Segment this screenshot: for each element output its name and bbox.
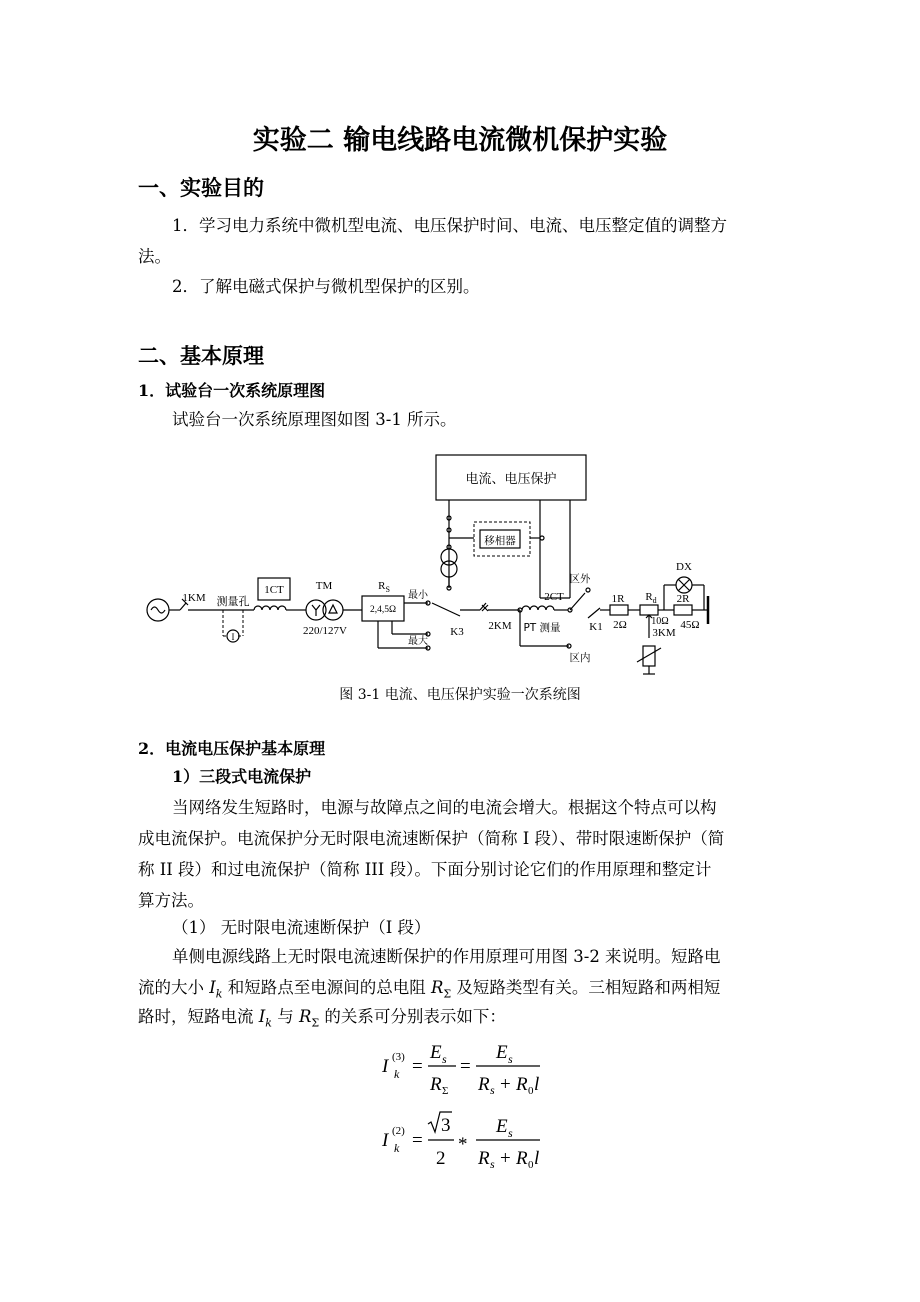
tm-rating-label: 220/127V	[303, 625, 347, 637]
ammeter-label: I	[231, 632, 235, 642]
inside-zone-label: 区内	[569, 652, 591, 664]
svg-text:+: +	[500, 1074, 511, 1095]
tm-label: TM	[315, 580, 333, 592]
para1-line-4: 算方法。	[138, 891, 204, 910]
para2-line-2: 流的大小 $I_k$ 和短路点至电源间的总电阻 $R_\Sigma$ 及短路类型有关。三相短路和两相短	[138, 978, 721, 1001]
r1-resistor	[610, 605, 628, 615]
outside-zone-label: 区外	[569, 573, 591, 585]
list-item-instant-protection: （1） 无时限电流速断保护（I 段）	[172, 918, 431, 937]
variable-resistor	[643, 646, 655, 666]
svg-text:s: s	[490, 1157, 495, 1170]
para2-line-3: 路时，短路电流 $I_k$ 与 $R_\Sigma$ 的关系可分别表示如下：	[138, 1007, 506, 1030]
subsubsection-heading: 1）三段式电流保护	[172, 767, 312, 786]
ct1-coil-icon	[254, 606, 286, 610]
svg-text:=: =	[412, 1056, 423, 1077]
svg-text:E: E	[496, 1116, 508, 1137]
svg-text:k: k	[394, 1141, 400, 1155]
svg-text:R: R	[478, 1148, 490, 1169]
rd-resistor	[640, 605, 658, 615]
subsection-heading-principle: 2．电流电压保护基本原理	[138, 739, 326, 758]
km3-label: 3KM	[652, 627, 676, 639]
para1-line-1: 当网络发生短路时，电源与故障点之间的电流会增大。根据这个特点可以构	[172, 798, 717, 817]
svg-text:E: E	[496, 1042, 508, 1063]
subsection-heading-diagram: 1．试验台一次系统原理图	[138, 381, 326, 400]
km1-label: 1KM	[182, 592, 206, 604]
svg-text:l: l	[534, 1074, 540, 1095]
svg-text:R: R	[430, 1074, 442, 1095]
measure-hole-label: 测量孔	[216, 595, 250, 608]
svg-text:R: R	[516, 1148, 528, 1169]
rd-value: 10Ω	[651, 616, 669, 627]
k3-switch-icon	[432, 603, 460, 616]
zone-switch-icon	[570, 593, 585, 610]
svg-text:s: s	[508, 1126, 513, 1140]
ct2-label: 2CT	[544, 591, 564, 603]
svg-text:+: +	[500, 1148, 511, 1169]
svg-text:*: *	[458, 1134, 468, 1155]
formula-two-phase	[378, 1108, 548, 1170]
svg-text:(3): (3)	[392, 1051, 405, 1063]
svg-text:=: =	[460, 1056, 471, 1077]
page-title: 实验二 输电线路电流微机保护实验	[252, 125, 668, 156]
protection-box-label: 电流、电压保护	[465, 472, 557, 487]
svg-text:k: k	[394, 1067, 400, 1081]
rd-label: $R_d$	[645, 591, 657, 605]
system-diagram	[140, 448, 730, 680]
svg-text:Σ: Σ	[442, 1085, 449, 1096]
svg-text:l: l	[534, 1148, 540, 1169]
svg-text:=: =	[412, 1130, 423, 1151]
ct2-coil-icon	[522, 606, 554, 610]
min-label: 最小	[408, 590, 428, 601]
r2-value: 45Ω	[680, 619, 700, 631]
formula-three-phase	[378, 1034, 548, 1096]
rs-value: 2,4,5Ω	[369, 605, 397, 615]
svg-text:2: 2	[436, 1148, 446, 1169]
ct1-label: 1CT	[264, 584, 284, 596]
max-label: 最大	[408, 636, 428, 647]
r2-label: 2R	[676, 593, 690, 605]
r1-value: 2Ω	[613, 619, 627, 631]
svg-text:0: 0	[528, 1085, 534, 1096]
r1-label: 1R	[611, 593, 625, 605]
dx-label: DX	[676, 561, 692, 573]
svg-text:R: R	[516, 1074, 528, 1095]
svg-text:s: s	[490, 1083, 495, 1096]
para1-line-2: 成电流保护。电流保护分无时限电流速断保护（简称 I 段）、带时限速断保护（简	[138, 829, 725, 848]
objective-item-1-line-2: 法。	[138, 247, 171, 266]
para2-line-1: 单侧电源线路上无时限电流速断保护的作用原理可用图 3-2 来说明。短路电	[172, 947, 721, 966]
km2-label: 2KM	[488, 620, 512, 632]
k3-label: K3	[450, 626, 464, 638]
svg-text:3: 3	[441, 1115, 451, 1136]
r2-resistor	[674, 605, 692, 615]
objective-item-2: 2．了解电磁式保护与微机型保护的区别。	[172, 277, 480, 296]
para1-line-3: 称 II 段）和过电流保护（简称 III 段）。下面分别讨论它们的作用原理和整定计	[138, 860, 712, 879]
figure-caption: 图 3-1 电流、电压保护实验一次系统图	[339, 687, 581, 703]
svg-text:s: s	[508, 1052, 513, 1066]
sine-wave-icon	[151, 607, 165, 613]
diagram-intro-text: 试验台一次系统原理图如图 3-1 所示。	[172, 410, 457, 429]
section-heading-objective: 一、实验目的	[138, 175, 264, 200]
svg-text:(2): (2)	[392, 1125, 405, 1137]
svg-text:I: I	[382, 1056, 389, 1077]
svg-text:s: s	[442, 1052, 447, 1066]
rs-label: $R_S$	[378, 580, 390, 594]
phase-shifter-label: 移相器	[484, 535, 516, 547]
section-heading-principle: 二、基本原理	[138, 343, 264, 368]
pt-measure-label: PT 测量	[523, 622, 561, 634]
k1-label: K1	[589, 621, 603, 633]
svg-text:0: 0	[528, 1159, 534, 1170]
svg-text:R: R	[478, 1074, 490, 1095]
k1-switch-icon	[588, 608, 600, 618]
objective-item-1-line-1: 1．学习电力系统中微机型电流、电压保护时间、电流、电压整定值的调整方	[172, 216, 727, 235]
svg-text:I: I	[382, 1130, 389, 1151]
svg-text:E: E	[430, 1042, 442, 1063]
